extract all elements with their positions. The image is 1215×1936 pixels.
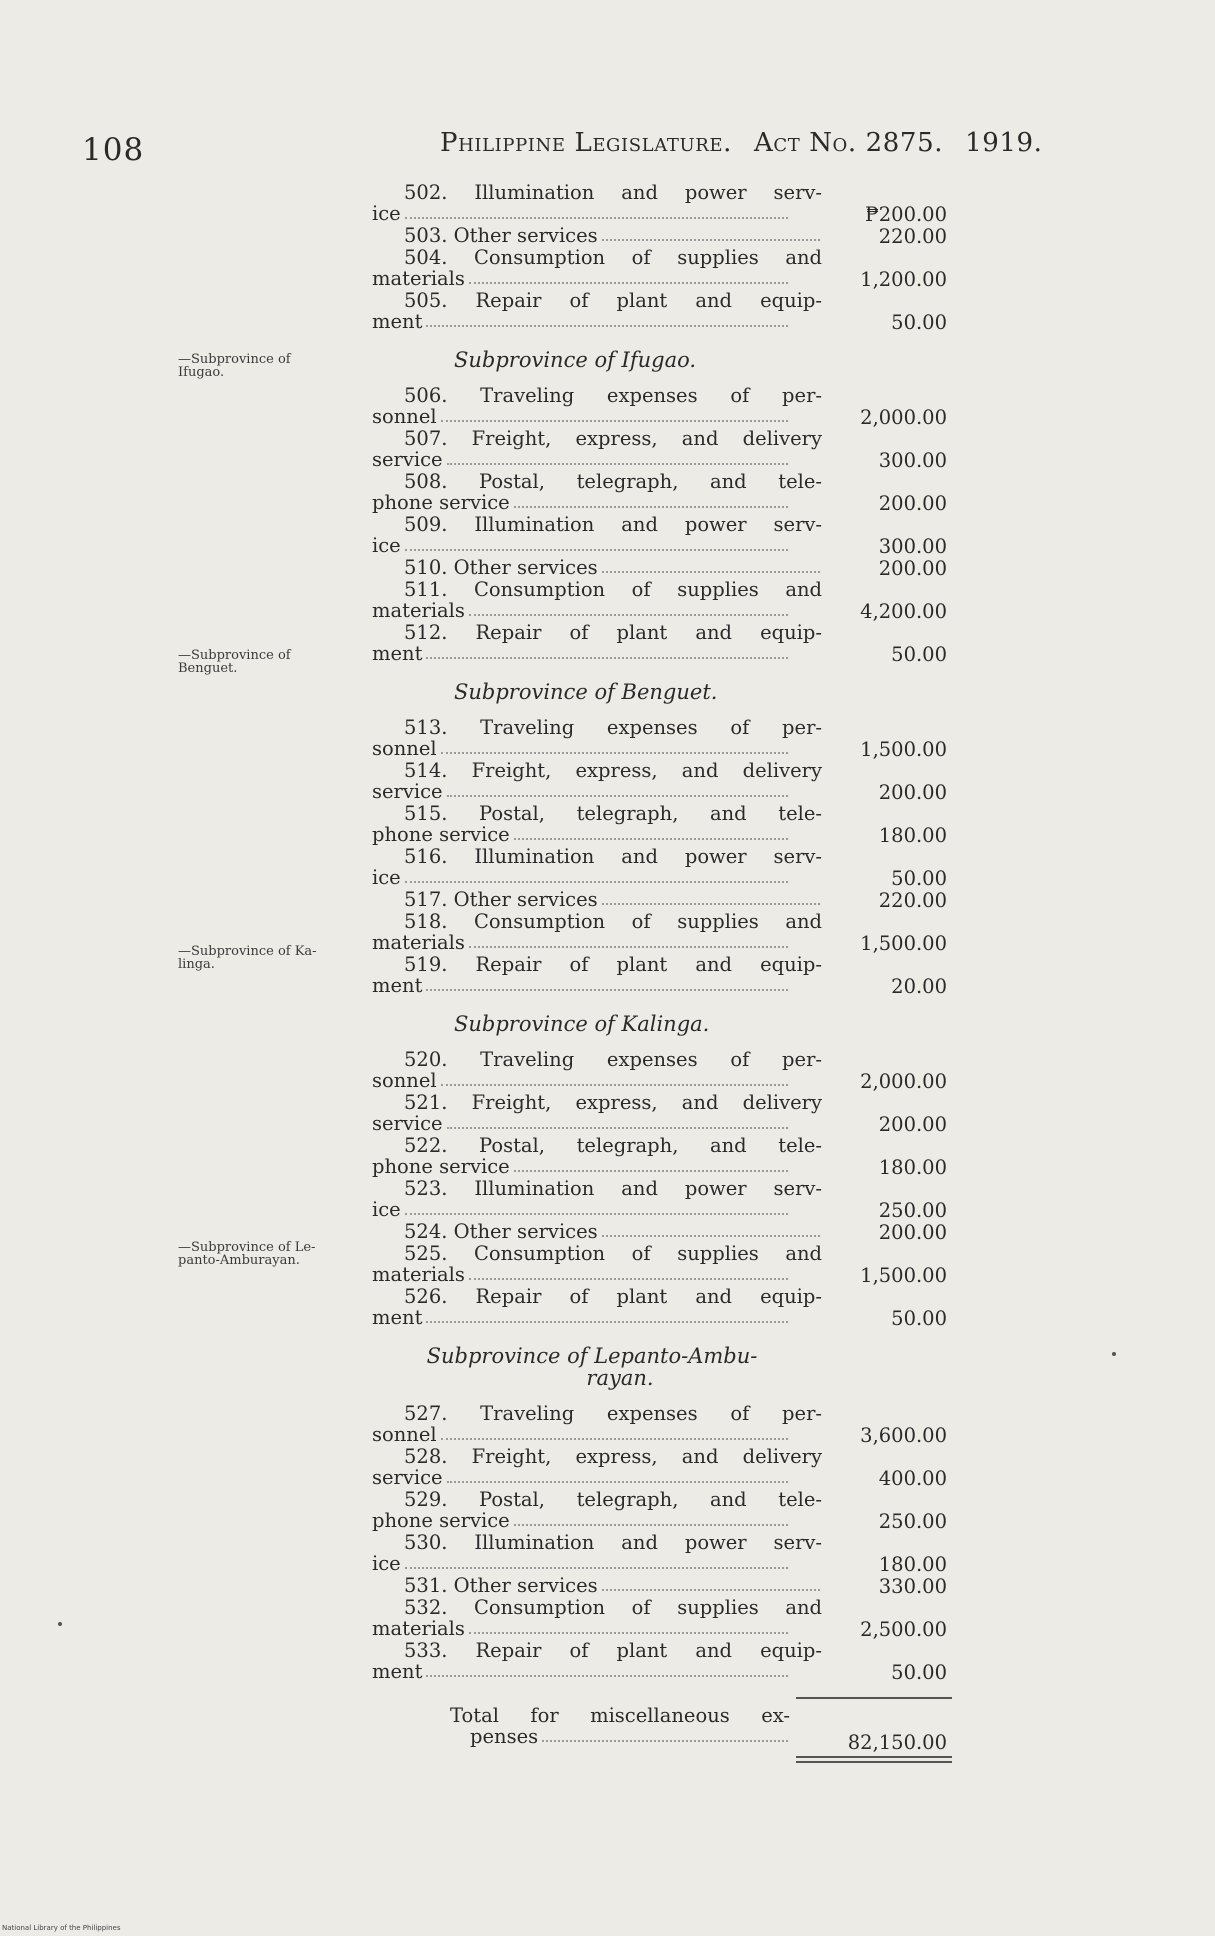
item-text: 524. Other services xyxy=(404,1220,598,1243)
leader-dots xyxy=(426,1675,788,1677)
section-title: Subprovince of Ifugao. xyxy=(454,348,697,372)
section-title: Subprovince of Kalinga. xyxy=(454,1012,710,1036)
item-text-continued xyxy=(372,1424,790,1445)
item-text: 526. Repair of plant and equip- xyxy=(404,1285,822,1308)
leader-dots xyxy=(426,989,788,991)
item-text: phone service xyxy=(372,1509,510,1532)
item-text: ment xyxy=(372,974,423,997)
item-text-continued xyxy=(372,867,790,888)
line-item xyxy=(372,1221,952,1243)
item-text-continued xyxy=(372,535,790,556)
item-text-continued xyxy=(372,449,790,470)
item-text: sonnel xyxy=(372,1069,437,1092)
item-text: 522. Postal, telegraph, and tele- xyxy=(404,1134,822,1157)
item-text: 516. Illumination and power serv- xyxy=(404,845,822,868)
margin-note xyxy=(178,1241,378,1267)
item-amount: 200.00 xyxy=(878,1221,947,1244)
item-amount: 50.00 xyxy=(891,643,947,666)
item-text: ice xyxy=(372,1198,401,1221)
leader-dots xyxy=(514,506,788,508)
line-item xyxy=(372,803,952,846)
line-item xyxy=(372,1286,952,1329)
line-item xyxy=(372,1243,952,1286)
item-text: ice xyxy=(372,866,401,889)
section-title: Subprovince of Benguet. xyxy=(454,680,718,704)
double-rule xyxy=(796,1756,952,1763)
leader-dots xyxy=(514,838,788,840)
item-text: service xyxy=(372,448,443,471)
item-amount: 2,500.00 xyxy=(860,1618,947,1641)
item-text: ment xyxy=(372,310,423,333)
item-text: 529. Postal, telegraph, and tele- xyxy=(404,1488,822,1511)
leader-dots xyxy=(447,463,788,465)
total-amount: 82,150.00 xyxy=(847,1731,947,1754)
item-text: 506. Traveling expenses of per- xyxy=(404,384,822,407)
item-text: 503. Other services xyxy=(404,224,598,247)
item-text: 520. Traveling expenses of per- xyxy=(404,1048,822,1071)
leader-dots xyxy=(441,1084,788,1086)
footer-mark: National Library of the Philippines xyxy=(2,1924,121,1932)
line-item xyxy=(372,1597,952,1640)
margin-note-line: —Subprovince of xyxy=(178,648,291,663)
line-item xyxy=(372,1403,952,1446)
line-item xyxy=(372,471,952,514)
line-item xyxy=(372,1532,952,1575)
margin-note-line: —Subprovince of xyxy=(178,352,291,367)
item-amount: 1,200.00 xyxy=(860,268,947,291)
item-amount: 300.00 xyxy=(878,535,947,558)
item-text: 504. Consumption of supplies and xyxy=(404,246,822,269)
item-amount: 20.00 xyxy=(891,975,947,998)
item-amount: 180.00 xyxy=(878,1553,947,1576)
item-text-continued xyxy=(372,1070,790,1091)
line-item xyxy=(372,846,952,889)
item-amount: 2,000.00 xyxy=(860,1070,947,1093)
item-text: ice xyxy=(372,202,401,225)
item-text-continued xyxy=(372,1510,790,1531)
leader-dots xyxy=(469,282,788,284)
appropriation-column xyxy=(372,182,952,1753)
line-item xyxy=(372,1446,952,1489)
margin-note-line: linga. xyxy=(178,957,215,972)
leader-dots xyxy=(602,571,820,573)
item-text: materials xyxy=(372,1263,465,1286)
leader-dots xyxy=(602,239,820,241)
section-title xyxy=(402,1345,802,1389)
item-text: ice xyxy=(372,534,401,557)
leader-dots xyxy=(447,1481,788,1483)
leader-dots xyxy=(447,1127,788,1129)
item-text-continued xyxy=(372,1199,790,1220)
item-text: sonnel xyxy=(372,1423,437,1446)
item-text: 514. Freight, express, and delivery xyxy=(404,759,822,782)
total-row xyxy=(372,1705,952,1753)
line-item xyxy=(372,290,952,333)
item-text: service xyxy=(372,1112,443,1135)
total-label-continued xyxy=(372,1726,790,1747)
item-text: 508. Postal, telegraph, and tele- xyxy=(404,470,822,493)
line-item xyxy=(372,557,952,579)
item-text: 512. Repair of plant and equip- xyxy=(404,621,822,644)
item-text: 530. Illumination and power serv- xyxy=(404,1531,822,1554)
item-text: sonnel xyxy=(372,405,437,428)
line-item xyxy=(372,182,952,225)
leader-dots xyxy=(441,420,788,422)
item-text-continued xyxy=(372,643,790,664)
item-text: service xyxy=(372,780,443,803)
leader-dots xyxy=(441,1438,788,1440)
item-text-continued xyxy=(372,268,790,289)
item-text-continued xyxy=(372,406,790,427)
item-text-continued xyxy=(372,1264,790,1285)
margin-note-line: Benguet. xyxy=(178,661,238,676)
leader-dots xyxy=(514,1170,788,1172)
item-text: 502. Illumination and power serv- xyxy=(404,181,822,204)
item-amount: 200.00 xyxy=(878,492,947,515)
total-label: penses xyxy=(470,1725,539,1748)
item-amount: 1,500.00 xyxy=(860,932,947,955)
item-text: 525. Consumption of supplies and xyxy=(404,1242,822,1265)
leader-dots xyxy=(405,881,788,883)
item-text: service xyxy=(372,1466,443,1489)
item-text: sonnel xyxy=(372,737,437,760)
item-amount: 1,500.00 xyxy=(860,738,947,761)
leader-dots xyxy=(447,795,788,797)
item-text: 513. Traveling expenses of per- xyxy=(404,716,822,739)
item-amount: 50.00 xyxy=(891,1661,947,1684)
item-text: 533. Repair of plant and equip- xyxy=(404,1639,822,1662)
line-item xyxy=(372,622,952,665)
line-item xyxy=(372,1575,952,1597)
leader-dots xyxy=(469,1278,788,1280)
item-text-continued xyxy=(372,1156,790,1177)
item-text-continued xyxy=(372,932,790,953)
item-text: 505. Repair of plant and equip- xyxy=(404,289,822,312)
item-text: 519. Repair of plant and equip- xyxy=(404,953,822,976)
leader-dots xyxy=(405,1213,788,1215)
leader-dots xyxy=(426,325,788,327)
line-item xyxy=(372,760,952,803)
item-text: 509. Illumination and power serv- xyxy=(404,513,822,536)
item-amount: ₱200.00 xyxy=(865,203,947,226)
item-amount: 200.00 xyxy=(878,1113,947,1136)
item-amount: 220.00 xyxy=(878,889,947,912)
item-amount: 330.00 xyxy=(878,1575,947,1598)
item-text-continued xyxy=(372,203,790,224)
item-text xyxy=(372,557,822,578)
item-text: materials xyxy=(372,1617,465,1640)
item-text: phone service xyxy=(372,823,510,846)
margin-note xyxy=(178,945,378,971)
item-text-continued xyxy=(372,492,790,513)
item-text: ment xyxy=(372,1660,423,1683)
item-text: materials xyxy=(372,599,465,622)
item-text-continued xyxy=(372,1618,790,1639)
item-amount: 3,600.00 xyxy=(860,1424,947,1447)
leader-dots xyxy=(405,217,788,219)
item-text-continued xyxy=(372,1553,790,1574)
item-text-continued xyxy=(372,1307,790,1328)
line-item xyxy=(372,889,952,911)
item-text: 521. Freight, express, and delivery xyxy=(404,1091,822,1114)
item-amount: 180.00 xyxy=(878,824,947,847)
leader-dots xyxy=(542,1740,788,1742)
item-text: 518. Consumption of supplies and xyxy=(404,910,822,933)
leader-dots xyxy=(469,946,788,948)
speck xyxy=(58,1622,62,1626)
item-text xyxy=(372,1575,822,1596)
item-amount: 50.00 xyxy=(891,867,947,890)
item-amount: 50.00 xyxy=(891,1307,947,1330)
leader-dots xyxy=(469,1632,788,1634)
line-item xyxy=(372,1135,952,1178)
item-text-continued xyxy=(372,975,790,996)
running-head xyxy=(440,128,1070,158)
item-text: 515. Postal, telegraph, and tele- xyxy=(404,802,822,825)
speck xyxy=(1112,1352,1116,1356)
item-text: 527. Traveling expenses of per- xyxy=(404,1402,822,1425)
item-text: 507. Freight, express, and delivery xyxy=(404,427,822,450)
total-label: Total for miscellaneous ex- xyxy=(450,1704,790,1727)
line-item xyxy=(372,717,952,760)
item-text-continued xyxy=(372,781,790,802)
line-item xyxy=(372,1092,952,1135)
item-text: 523. Illumination and power serv- xyxy=(404,1177,822,1200)
publication-name: Philippine Legislature. xyxy=(440,128,732,158)
line-item xyxy=(372,954,952,997)
act-number: Act No. 2875. xyxy=(753,128,944,158)
item-amount: 220.00 xyxy=(878,225,947,248)
leader-dots xyxy=(514,1524,788,1526)
item-text xyxy=(372,889,822,910)
item-text-continued xyxy=(372,738,790,759)
margin-note xyxy=(178,649,378,675)
item-text: 510. Other services xyxy=(404,556,598,579)
section-title-line: Subprovince of Lepanto-Ambu- xyxy=(426,1344,758,1368)
item-amount: 1,500.00 xyxy=(860,1264,947,1287)
line-item xyxy=(372,579,952,622)
item-amount: 200.00 xyxy=(878,781,947,804)
leader-dots xyxy=(602,903,820,905)
item-text xyxy=(372,225,822,246)
item-text-continued xyxy=(372,1661,790,1682)
leader-dots xyxy=(602,1589,820,1591)
item-text: 531. Other services xyxy=(404,1574,598,1597)
leader-dots xyxy=(405,549,788,551)
item-amount: 50.00 xyxy=(891,311,947,334)
item-text-continued xyxy=(372,600,790,621)
item-text: phone service xyxy=(372,1155,510,1178)
item-amount: 200.00 xyxy=(878,557,947,580)
margin-note-line: Ifugao. xyxy=(178,365,225,380)
year: 1919. xyxy=(965,128,1043,158)
item-text: 517. Other services xyxy=(404,888,598,911)
item-amount: 400.00 xyxy=(878,1467,947,1490)
item-text: materials xyxy=(372,931,465,954)
line-item xyxy=(372,514,952,557)
line-item xyxy=(372,247,952,290)
item-text: ment xyxy=(372,1306,423,1329)
item-text: 528. Freight, express, and delivery xyxy=(404,1445,822,1468)
leader-dots xyxy=(441,752,788,754)
item-text-continued xyxy=(372,824,790,845)
line-item xyxy=(372,225,952,247)
line-item xyxy=(372,1640,952,1683)
item-amount: 250.00 xyxy=(878,1199,947,1222)
item-amount: 180.00 xyxy=(878,1156,947,1179)
leader-dots xyxy=(469,614,788,616)
line-item xyxy=(372,428,952,471)
margin-note-line: —Subprovince of Ka- xyxy=(178,944,317,959)
line-item xyxy=(372,1049,952,1092)
rule xyxy=(796,1697,952,1699)
item-text: 511. Consumption of supplies and xyxy=(404,578,822,601)
item-text-continued xyxy=(372,311,790,332)
line-item xyxy=(372,385,952,428)
margin-note xyxy=(178,353,378,379)
margin-note-line: —Subprovince of Le- xyxy=(178,1240,316,1255)
item-text xyxy=(372,1221,822,1242)
section-title-line: rayan. xyxy=(586,1366,654,1390)
margin-note-line: panto-Amburayan. xyxy=(178,1253,300,1268)
line-item xyxy=(372,1489,952,1532)
item-text-continued xyxy=(372,1467,790,1488)
item-text: materials xyxy=(372,267,465,290)
item-text: ment xyxy=(372,642,423,665)
item-amount: 4,200.00 xyxy=(860,600,947,623)
leader-dots xyxy=(426,657,788,659)
page-number: 108 xyxy=(82,132,145,168)
item-amount: 2,000.00 xyxy=(860,406,947,429)
leader-dots xyxy=(602,1235,820,1237)
item-text-continued xyxy=(372,1113,790,1134)
line-item xyxy=(372,911,952,954)
leader-dots xyxy=(426,1321,788,1323)
item-text: phone service xyxy=(372,491,510,514)
item-text: 532. Consumption of supplies and xyxy=(404,1596,822,1619)
leader-dots xyxy=(405,1567,788,1569)
item-amount: 300.00 xyxy=(878,449,947,472)
line-item xyxy=(372,1178,952,1221)
item-text: ice xyxy=(372,1552,401,1575)
item-amount: 250.00 xyxy=(878,1510,947,1533)
